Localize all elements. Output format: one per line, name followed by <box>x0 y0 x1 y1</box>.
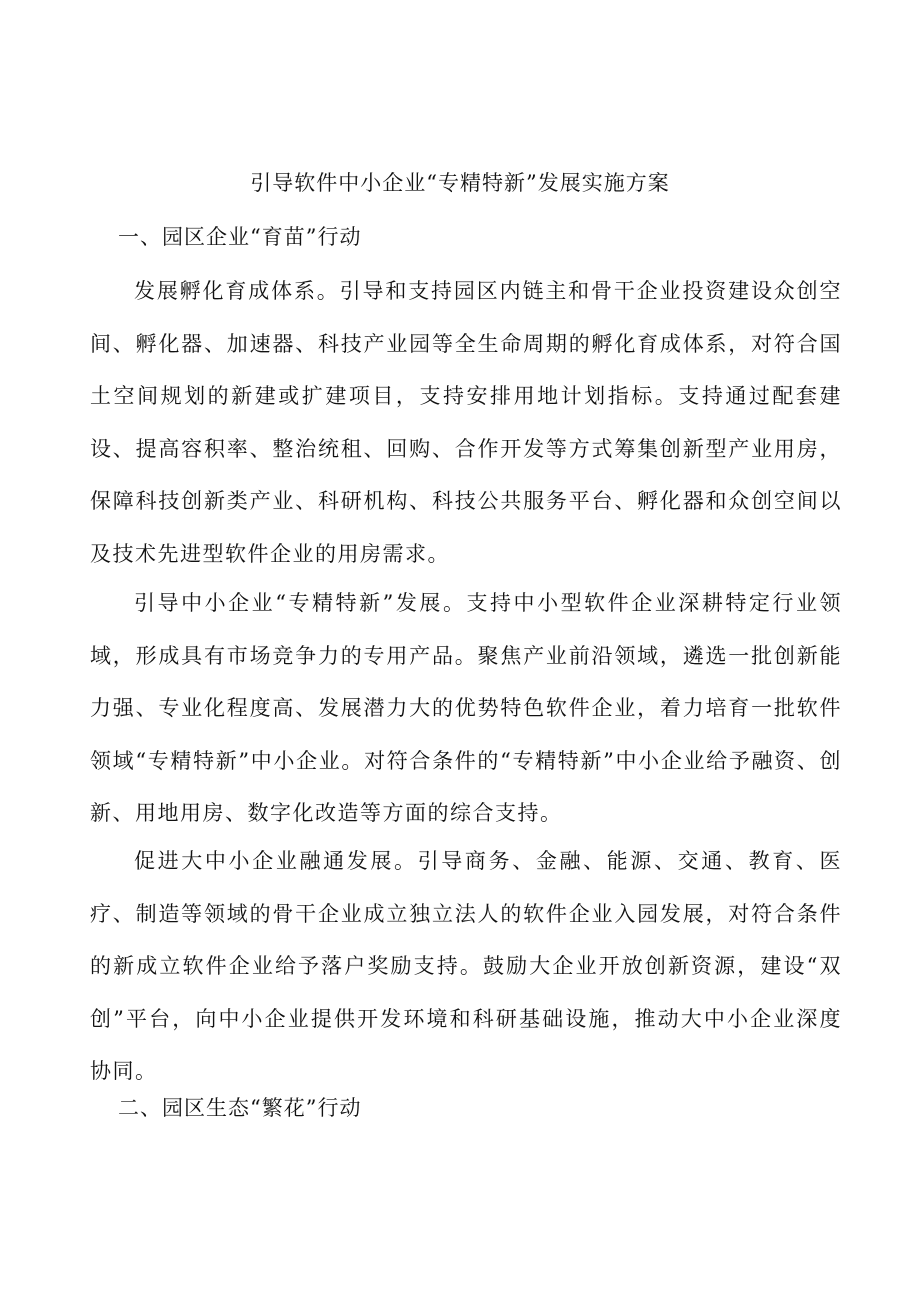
document-title: 引导软件中小企业“专精特新”发展实施方案 <box>250 171 670 195</box>
section-heading-1: 一、园区企业“育苗”行动 <box>118 225 362 249</box>
section-heading-2: 二、园区生态“繁花”行动 <box>118 1096 362 1120</box>
paragraph-specialized-sme: 引导中小企业“专精特新”发展。支持中小型软件企业深耕特定行业领域，形成具有市场竞争力的专用产品。聚焦产业前沿领域，遴选一批创新能力强、专业化程度高、发展潜力大的优势特色软件企业，着力培育一批软件领域“专精特新”中小企业。对符合条件的“专精特新”中小企业给予融资、创新、用地用房、数字化改造等方面的综合支持。 <box>90 591 842 826</box>
paragraph-incubation: 发展孵化育成体系。引导和支持园区内链主和骨干企业投资建设众创空间、孵化器、加速器、科技产业园等全生命周期的孵化育成体系，对符合国土空间规划的新建或扩建项目，支持安排用地计划指标。支持通过配套建设、提高容积率、整治统租、回购、合作开发等方式筹集创新型产业用房，保障科技创新类产业、科研机构、科技公共服务平台、孵化器和众创空间以及技术先进型软件企业的用房需求。 <box>90 279 842 566</box>
paragraph-integration: 促进大中小企业融通发展。引导商务、金融、能源、交通、教育、医疗、制造等领域的骨干企业成立独立法人的软件企业入园发展，对符合条件的新成立软件企业给予落户奖励支持。鼓励大企业开放创新资源，建设“双创”平台，向中小企业提供开发环境和科研基础设施，推动大中小企业深度协同。 <box>90 849 842 1084</box>
